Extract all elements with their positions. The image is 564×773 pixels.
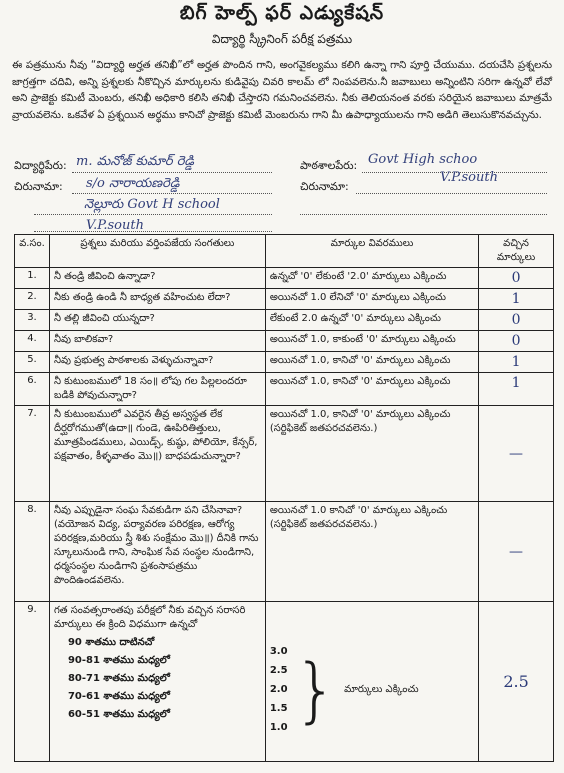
row-question: నీ కుటుంబములో ఎవరైన తీవ్ర అస్వస్థత లేక దీర్ఘరోగముతో(ఉదా॥ గుండె, ఊపిరితిత్తులు, మూత్రపిండములు, ఎయిడ్స్, కుష్ఠు, పోలియో, కేన్సర్, పక్షవాతం, కీళ్ళవాతం మొ॥) బాధపడుచున్నారా? <box>49 406 265 502</box>
row9-range: 70-61 శాతము మధ్యలో <box>67 691 170 702</box>
student-name-label: విద్యార్థిపేరు: <box>14 159 67 172</box>
row-answer: 1 <box>479 373 554 406</box>
row9-score: 2.5 <box>269 665 288 676</box>
address-line-2 <box>34 214 272 215</box>
student-name-value: m. మనోజ్ కుమార్ రెడ్డి <box>76 154 195 169</box>
row-answer: — <box>479 502 554 602</box>
form-subtitle: విద్యార్థి స్క్రీనింగ్ పరీక్ష పత్రము <box>211 32 353 46</box>
screening-table <box>14 234 554 762</box>
row-answer: — <box>479 406 554 502</box>
row9-marks-rule: మార్కులు ఎక్కించు <box>344 683 419 695</box>
row-number: 6. <box>15 373 50 406</box>
row9-question-text: గత సంవత్సరాంతపు పరీక్షలో నీకు వచ్చిన సరాసరి మార్కులు ఈ క్రింది విధముగా ఉన్నచో <box>53 605 246 630</box>
header-serial: వ.సం. <box>15 235 50 268</box>
brace-icon: } <box>293 648 339 731</box>
row-marks-rule: లేకుంటే 2.0 ఉన్నచో '0' మార్కులు ఎక్కించు <box>265 310 478 331</box>
row9-score: 1.5 <box>269 703 288 714</box>
table-row <box>15 289 554 310</box>
header-marks-details: మార్కుల వివరములు <box>265 235 478 268</box>
school-name-label: పాఠశాలపేరు: <box>300 159 358 172</box>
row9-score: 2.0 <box>269 684 288 695</box>
row9-score: 3.0 <box>269 646 288 657</box>
address-label: చిరునామా: <box>14 180 63 193</box>
table-row <box>15 310 554 331</box>
row-answer: 0 <box>479 310 554 331</box>
row-question: నీ తండ్రి జీవించి ఉన్నాడా? <box>49 268 265 289</box>
row9-range: 80-71 శాతము మధ్యలో <box>67 673 170 684</box>
school-name-value: Govt High schoo <box>368 152 478 167</box>
address2-label: చిరునామా: <box>300 180 349 193</box>
table-row <box>15 602 554 762</box>
row-question <box>49 602 265 762</box>
header-questions: ప్రశ్నలు మరియు వర్తింపజేయ సంగతులు <box>49 235 265 268</box>
form-title: బిగ్ హెల్ప్ ఫర్ ఎడ్యుకేషన్ <box>179 2 385 24</box>
instructions-paragraph: ఈ పత్రమును నీవు “విద్యార్థి అర్హత తనిఖీ”లో అర్హత పొందిన గాని, అంగవైకల్యము కలిగి ఉన్నా గాని పూర్తి చేయుము. దయచేసి ప్రశ్నలను జాగ్రత్తగా చదివి, అన్ని ప్రశ్నలకు నీకొచ్చిన మార్కులను కుడివైపు చివరి కాలమ్ లో నింపవలెను.నీ జవాబులు అన్నింటిని సరిగా ఉన్నవో లేవో అని ప్రాజెక్టు కమిటీ మెంబరు, తనిఖీ అధికారి కలిసి తనిఖీ చేస్తారని గమనించవలెను. నీకు తెలియనంత వరకు సరియైన జవాబులు మాత్రమే వ్రాయవలెను. ఒకవేళ ఏ ప్రశ్నయిన అర్థము కానిచో ప్రాజెక్టు కమిటీ మెంబరును గాని మీ ఉపాధ్యాయులను గాని అడిగి తెలుసుకొనవచ్చును. <box>12 60 552 121</box>
row-marks-rule: అయినచో 1.0 కానిచో '0' మార్కులు ఎక్కించు (సర్టిఫికెట్ జతపరచవలెను.) <box>265 502 478 602</box>
row-marks-rule: అయినచో 1.0 లేనిచో '0' మార్కులు ఎక్కించు <box>265 289 478 310</box>
row9-range-list <box>54 636 261 722</box>
row-marks-rule: ఉన్నచో '0' లేకుంటే '2.0' మార్కులు ఎక్కించు <box>265 268 478 289</box>
row-question: నీ కుటుంబములో 18 సం॥ లోపు గల పిల్లలందరూ బడికి పోవుచున్నారా? <box>49 373 265 406</box>
address2-line-2 <box>300 214 547 215</box>
row9-score-list <box>270 646 288 733</box>
row-number: 5. <box>15 352 50 373</box>
row9-range: 60-51 శాతము మధ్యలో <box>67 709 170 720</box>
row-number: 7. <box>15 406 50 502</box>
row9-range: 90-81 శాతము మధ్యలో <box>67 655 170 666</box>
table-row <box>15 331 554 352</box>
row-answer: 2.5 <box>479 602 554 762</box>
table-header-row <box>15 235 554 268</box>
address-value: s/o నారాయణరెడ్డి <box>86 176 180 191</box>
row-marks-rule <box>265 602 478 762</box>
row-question: నీ తల్లి జీవించి యున్నదా? <box>49 310 265 331</box>
student-name-line <box>72 172 272 173</box>
row-number: 8. <box>15 502 50 602</box>
address-value-3: V.P.south <box>86 218 144 233</box>
row-number: 2. <box>15 289 50 310</box>
table-row <box>15 268 554 289</box>
row-answer: 1 <box>479 289 554 310</box>
row-marks-rule: అయినచో 1.0, కానిచో '0' మార్కులు ఎక్కించు (సర్టిఫికెట్ జతపరచవలెను.) <box>265 406 478 502</box>
row9-score: 1.0 <box>269 722 288 733</box>
row-question: నీవు ప్రభుత్వ పాఠశాలకు వెళ్ళుచున్నావా? <box>49 352 265 373</box>
row-number: 4. <box>15 331 50 352</box>
row9-range: 90 శాతము దాటినచో <box>67 637 155 648</box>
address-line-3 <box>34 231 272 232</box>
row-number: 3. <box>15 310 50 331</box>
row-number: 9. <box>15 602 50 762</box>
row-question: నీకు తండ్రి ఉండి నీ బాధ్యత వహించుట లేదా? <box>49 289 265 310</box>
address-value-2: నెల్లూరు Govt H school <box>84 197 220 212</box>
row-marks-rule: అయినచో 1.0, కాకుంటే '0' మార్కులు ఎక్కించు <box>265 331 478 352</box>
row-number: 1. <box>15 268 50 289</box>
row-answer: 1 <box>479 352 554 373</box>
row-answer: 0 <box>479 331 554 352</box>
row-answer: 0 <box>479 268 554 289</box>
row-marks-rule: అయినచో 1.0, కానిచో '0' మార్కులు ఎక్కించు <box>265 373 478 406</box>
table-row <box>15 406 554 502</box>
table-row <box>15 352 554 373</box>
table-row <box>15 373 554 406</box>
row-question: నీవు ఎప్పుడైనా సంఘ సేవకుడిగా పని చేసినావా? (వయోజన విద్య, పర్యావరణ పరిరక్షణ, ఆరోగ్య పరిరక్షణ,మరియు స్త్రీ శిశు సంక్షేమం మొ॥) దీనికి గాను స్కూలునుండి గాని, సాంఘిక సేవ సంస్థల నుండిగాని, ధర్మసంస్థల నుండిగాని ప్రశంసాపత్రము పొందిఉండవలెను. <box>49 502 265 602</box>
row-marks-rule: అయినచో 1.0, కానిచో '0' మార్కులు ఎక్కించు <box>265 352 478 373</box>
row-question: నీవు బాలికవా? <box>49 331 265 352</box>
table-row <box>15 502 554 602</box>
address2-line <box>356 193 547 194</box>
address2-value: V.P.south <box>440 170 498 185</box>
row9-score-block <box>270 646 474 733</box>
address-line <box>72 193 272 194</box>
header-marks-obtained: వచ్చిన మార్కులు <box>479 235 554 268</box>
